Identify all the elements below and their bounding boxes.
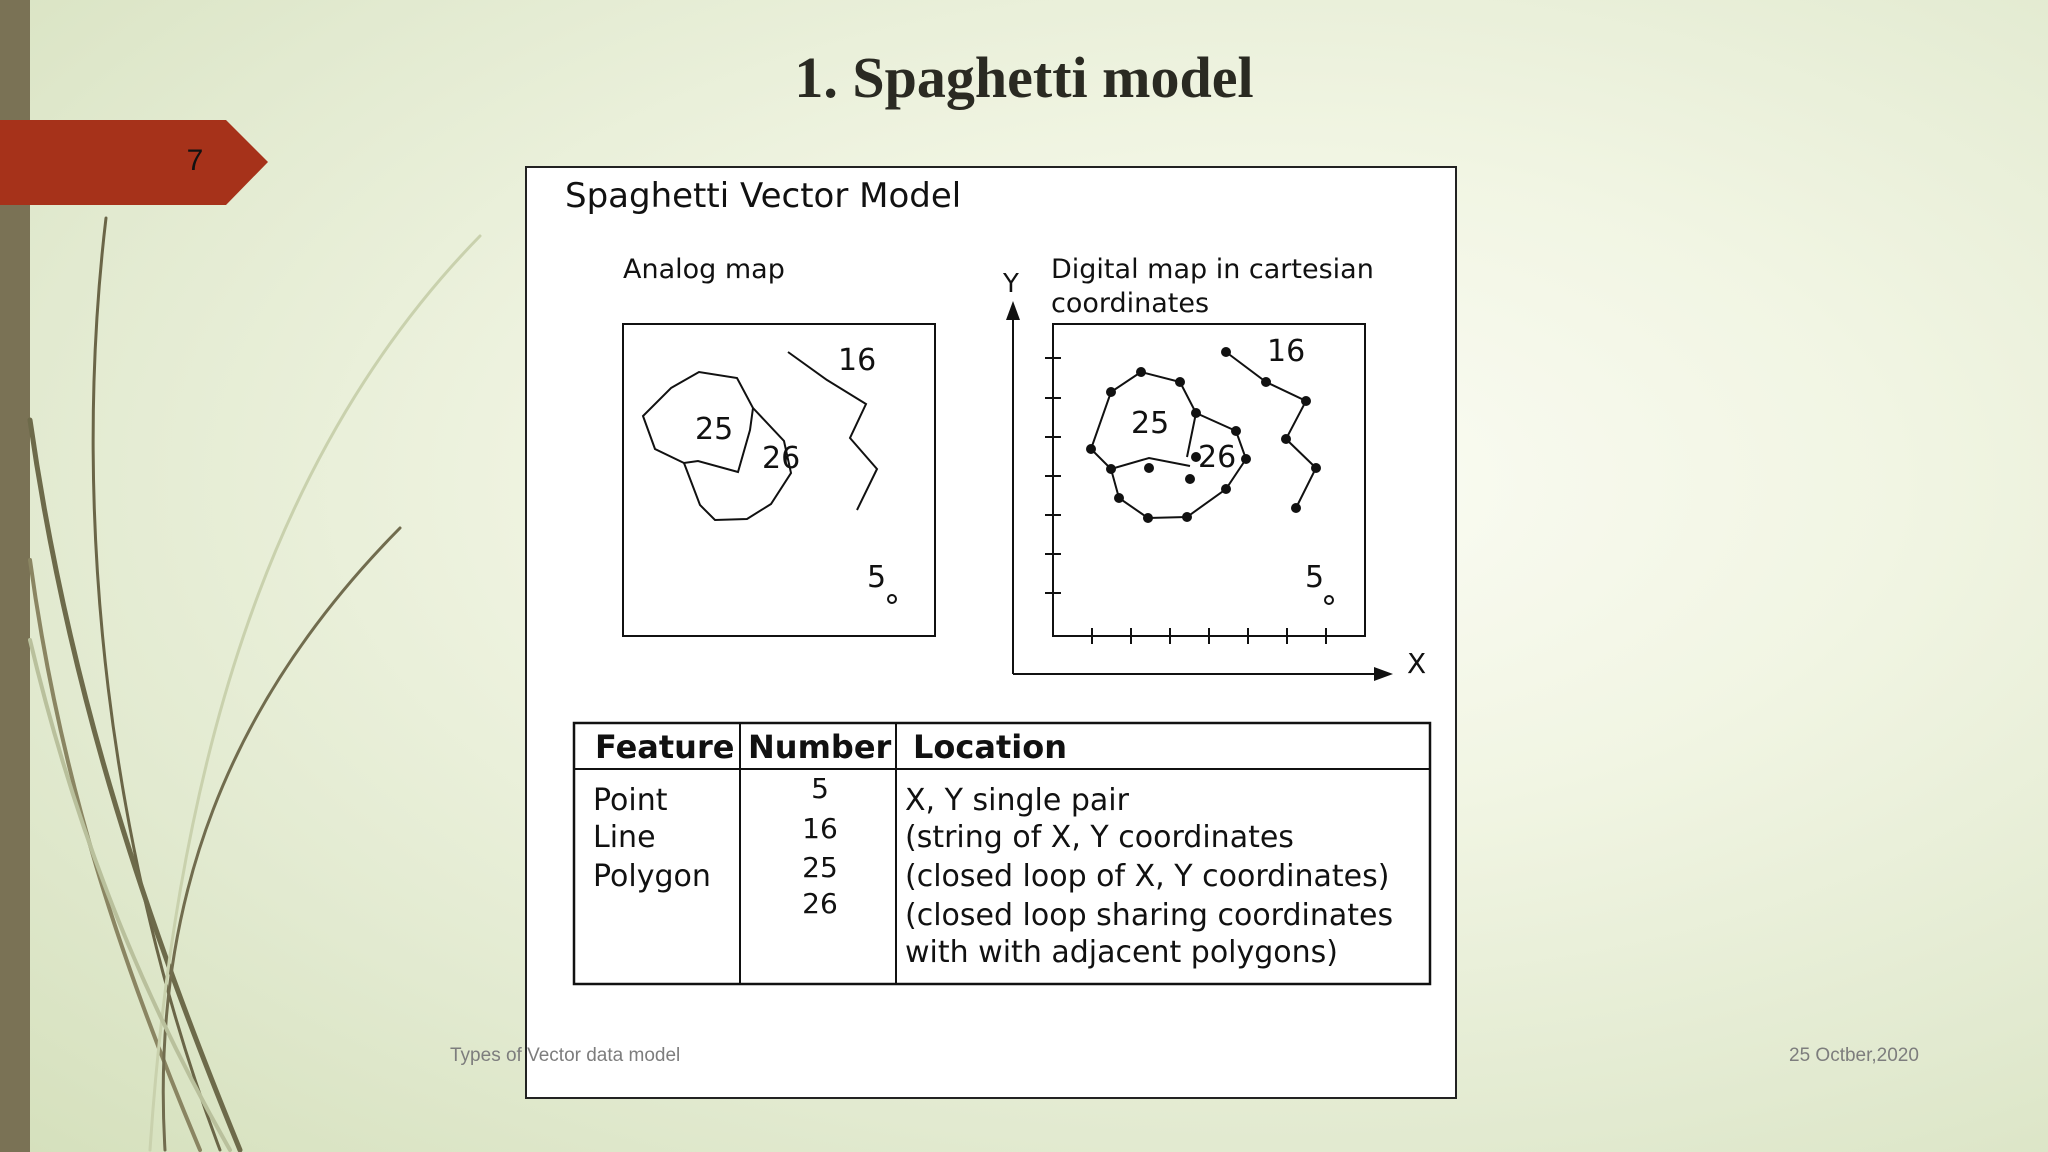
- table-number-26: 26: [802, 887, 838, 920]
- table-number-5: 5: [811, 772, 829, 805]
- figure-heading: Spaghetti Vector Model: [565, 176, 962, 216]
- analog-label-16: 16: [838, 343, 877, 378]
- axis-x-label: X: [1407, 647, 1427, 680]
- table-feature-line: Line: [593, 820, 656, 855]
- digital-label-25: 25: [1131, 406, 1170, 441]
- table-location-2: (string of X, Y coordinates: [905, 820, 1294, 855]
- table-number-16: 16: [802, 812, 838, 845]
- table-number-25: 25: [802, 851, 838, 884]
- digital-label-26: 26: [1198, 440, 1237, 475]
- table-location-3: (closed loop of X, Y coordinates): [905, 859, 1390, 894]
- slide-number-tab: [0, 120, 268, 205]
- analog-label-26: 26: [762, 441, 801, 476]
- analog-map: [623, 324, 935, 636]
- table-location-1: X, Y single pair: [905, 783, 1129, 818]
- analog-map-label: Analog map: [623, 254, 785, 285]
- spaghetti-figure: [525, 166, 1457, 1099]
- table-feature-point: Point: [593, 783, 668, 818]
- digital-vertices: [1086, 347, 1321, 523]
- y-axis-arrow: [1006, 301, 1020, 320]
- table-location-5: with with adjacent polygons): [905, 935, 1339, 970]
- table-header-number: Number: [748, 728, 892, 766]
- feature-table: [574, 723, 1430, 984]
- slide-number: 7: [186, 144, 204, 177]
- analog-label-5: 5: [867, 560, 887, 595]
- footer-date: 25 Octber,2020: [1789, 1045, 1919, 1066]
- table-feature-polygon: Polygon: [593, 859, 711, 894]
- footer-left: Types of Vector data model: [450, 1045, 681, 1066]
- table-header-location: Location: [913, 728, 1067, 766]
- analog-label-25: 25: [695, 412, 734, 447]
- digital-label-16: 16: [1267, 334, 1306, 369]
- analog-point-5: [888, 595, 896, 603]
- digital-map-label-line1: Digital map in cartesian: [1051, 254, 1374, 285]
- digital-point-5: [1325, 596, 1333, 604]
- slide-title: 1. Spaghetti model: [794, 45, 1254, 110]
- table-header-feature: Feature: [595, 728, 735, 766]
- axis-y-label: Y: [1003, 269, 1019, 299]
- digital-label-5: 5: [1305, 560, 1325, 595]
- x-axis-arrow: [1374, 667, 1393, 681]
- table-location-4: (closed loop sharing coordinates: [905, 898, 1394, 933]
- digital-map-label-line2: coordinates: [1051, 288, 1210, 319]
- digital-map: [1002, 269, 1426, 681]
